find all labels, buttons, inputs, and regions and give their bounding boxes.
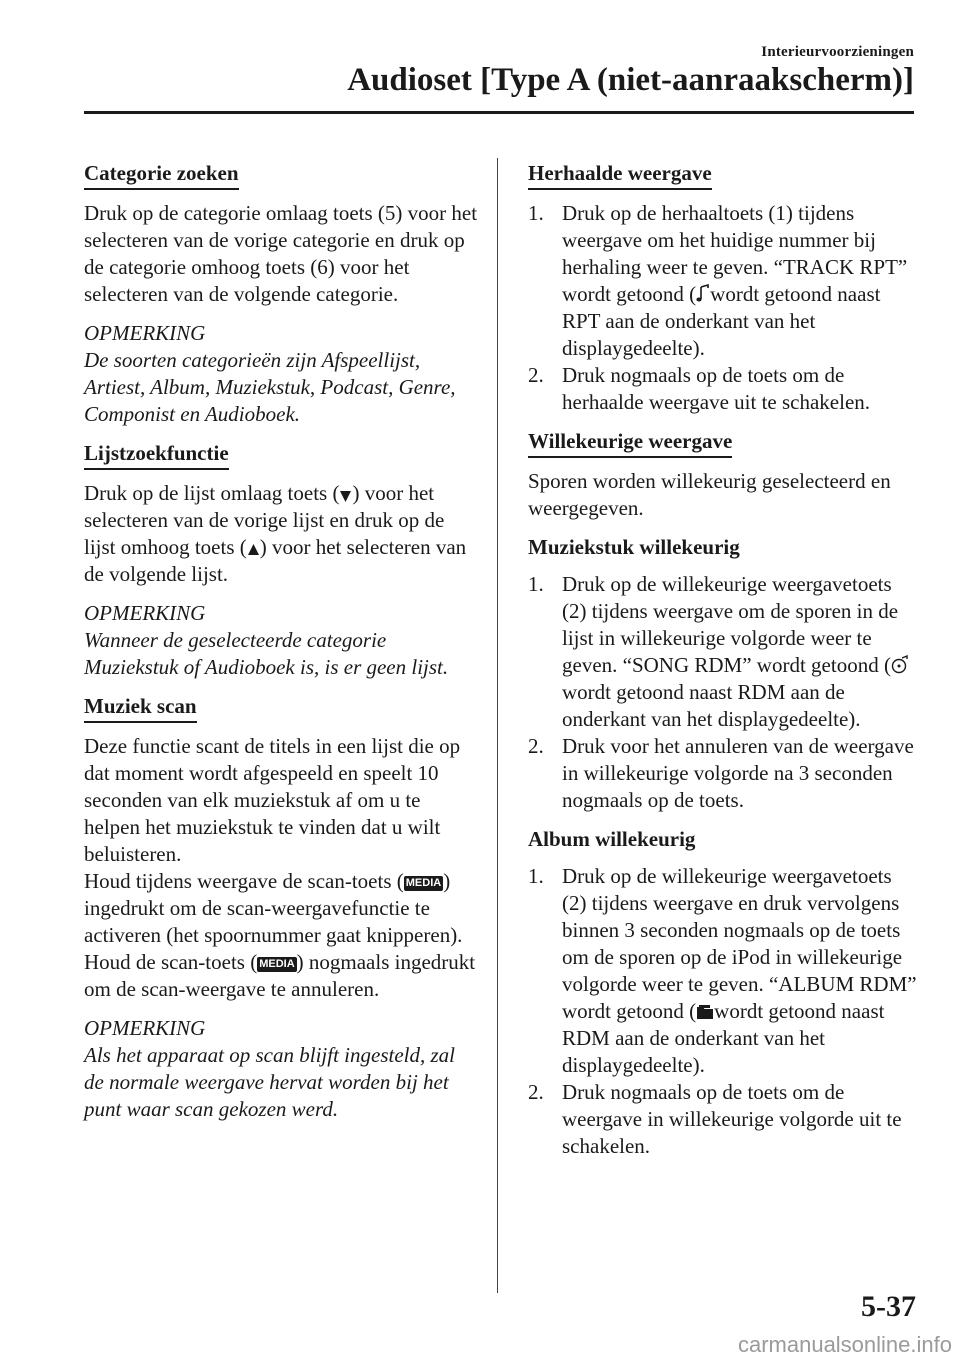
heading-muziek-scan: Muziek scan (84, 693, 197, 723)
note-label: OPMERKING (84, 601, 206, 625)
heading-lijstzoekfunctie: Lijstzoekfunctie (84, 440, 229, 470)
text-fragment: wordt getoond naast RDM aan de onderkant van het displaygedeelte). (562, 680, 861, 731)
section-lijstzoekfunctie (84, 440, 480, 681)
folder-icon (696, 1003, 714, 1021)
list-item (528, 1079, 920, 1160)
note-label: OPMERKING (84, 1016, 206, 1040)
subheading-muziekstuk-willekeurig: Muziekstuk willekeurig (528, 535, 740, 559)
step-number: 2. (528, 734, 544, 758)
right-column (528, 160, 920, 1172)
list-item (528, 362, 920, 416)
paragraph-categorie: Druk op de categorie omlaag toets (5) voor het selecteren van de vorige categorie en druk op de categorie omhoog toets (6) voor het selecteren van de volgende categorie. (84, 201, 478, 306)
text-fragment: Druk op de willekeurige weergavetoets (2) tijdens weergave om de sporen in de lijst in willekeurige volgorde weer te geven. “SONG RDM” wordt getoond ( (562, 572, 899, 677)
step-number: 2. (528, 1080, 544, 1104)
step-number: 2. (528, 363, 544, 387)
text-fragment: ) voor het selecteren van de vorige lijst en druk op de lijst omhoog toets ( (84, 481, 445, 559)
left-column (84, 160, 480, 1135)
text-fragment: Druk nogmaals op de toets om de weergave in willekeurige volgorde uit te schakelen. (562, 1080, 902, 1158)
triangle-up-icon (247, 543, 260, 557)
music-note-icon (696, 284, 710, 304)
text-fragment: Druk op de willekeurige weergavetoets (2) tijdens weergave en druk vervolgens binnen 3 seconden nogmaals op de toets om de sporen op de iPod in willekeurige volgorde weer te geven. “ALBUM RDM” wordt getoond ( (562, 864, 917, 1023)
step-number: 1. (528, 572, 544, 596)
paragraph-scan-toets (84, 868, 480, 1003)
note-categorie (84, 320, 480, 428)
list-item (528, 200, 920, 362)
note-scan (84, 1015, 480, 1123)
column-divider (497, 158, 498, 1293)
text-fragment: ) ingedrukt om de scan-weergavefunctie te activeren (het spoornummer gaat knipperen). Houd de scan-toets ( (84, 869, 463, 974)
steps-herhaal (528, 200, 920, 416)
list-item (528, 571, 920, 733)
text-fragment: Druk op de lijst omlaag toets ( (84, 481, 340, 505)
text-fragment: wordt getoond naast RPT aan de onderkant van het displaygedeelte). (562, 282, 881, 360)
shuffle-disc-icon (891, 655, 909, 675)
triangle-down-icon (339, 489, 352, 503)
steps-song-random (528, 571, 920, 814)
note-text: De soorten categorieën zijn Afspeellijst, Artiest, Album, Muziekstuk, Podcast, Genre, Componist en Audioboek. (84, 348, 456, 426)
section-willekeurige-weergave (528, 428, 920, 1160)
text-fragment: Druk op de herhaaltoets (1) tijdens weergave om het huidige nummer bij herhaling weer te geven. “TRACK RPT” wordt getoond ( (562, 201, 908, 306)
heading-herhaalde-weergave: Herhaalde weergave (528, 160, 712, 190)
section-muziek-scan (84, 693, 480, 1123)
text-fragment: Houd tijdens weergave de scan-toets ( (84, 869, 404, 893)
note-text: Wanneer de geselecteerde categorie Muziekstuk of Audioboek is, is er geen lijst. (84, 628, 449, 679)
text-fragment: Druk nogmaals op de toets om de herhaalde weergave uit te schakelen. (562, 363, 871, 414)
paragraph-scan-intro: Deze functie scant de titels in een lijst die op dat moment wordt afgespeeld en speelt 10 seconden van elk muziekstuk af om u te helpen het muziekstuk te vinden dat u wilt beluisteren. (84, 734, 461, 866)
media-button-icon: MEDIA (259, 958, 295, 970)
paragraph-willekeurig-intro: Sporen worden willekeurig geselecteerd en weergegeven. (528, 469, 891, 520)
heading-willekeurige-weergave: Willekeurige weergave (528, 428, 732, 458)
step-number: 1. (528, 201, 544, 225)
note-lijst (84, 600, 480, 681)
step-number: 1. (528, 864, 544, 888)
section-herhaalde-weergave (528, 160, 920, 416)
list-item (528, 733, 920, 814)
section-label: Interieurvoorzieningen (761, 44, 914, 60)
text-fragment: Druk voor het annuleren van de weergave in willekeurige volgorde na 3 seconden nogmaals op de toets. (562, 734, 914, 812)
media-button-icon: MEDIA (405, 877, 442, 889)
watermark: carmanualsonline.info (737, 1332, 952, 1357)
paragraph-lijst (84, 480, 480, 588)
note-text: Als het apparaat op scan blijft ingesteld, zal de normale weergave hervat worden bij het punt waar scan gekozen werd. (84, 1043, 455, 1121)
page-number: 5-37 (861, 1290, 916, 1323)
text-fragment: wordt getoond naast RDM aan de onderkant van het displaygedeelte). (562, 999, 885, 1077)
text-fragment: ) nogmaals ingedrukt om de scan-weergave te annuleren. (84, 950, 476, 1001)
text-fragment: ) voor het selecteren van de volgende lijst. (84, 535, 467, 586)
list-item (528, 863, 920, 1079)
header-rule (84, 111, 914, 114)
subheading-album-willekeurig: Album willekeurig (528, 827, 696, 851)
chapter-title: Audioset [Type A (niet-aanraakscherm)] (347, 62, 914, 98)
section-categorie-zoeken (84, 160, 480, 428)
steps-album-random (528, 863, 920, 1160)
heading-categorie-zoeken: Categorie zoeken (84, 160, 239, 190)
note-label: OPMERKING (84, 321, 206, 345)
